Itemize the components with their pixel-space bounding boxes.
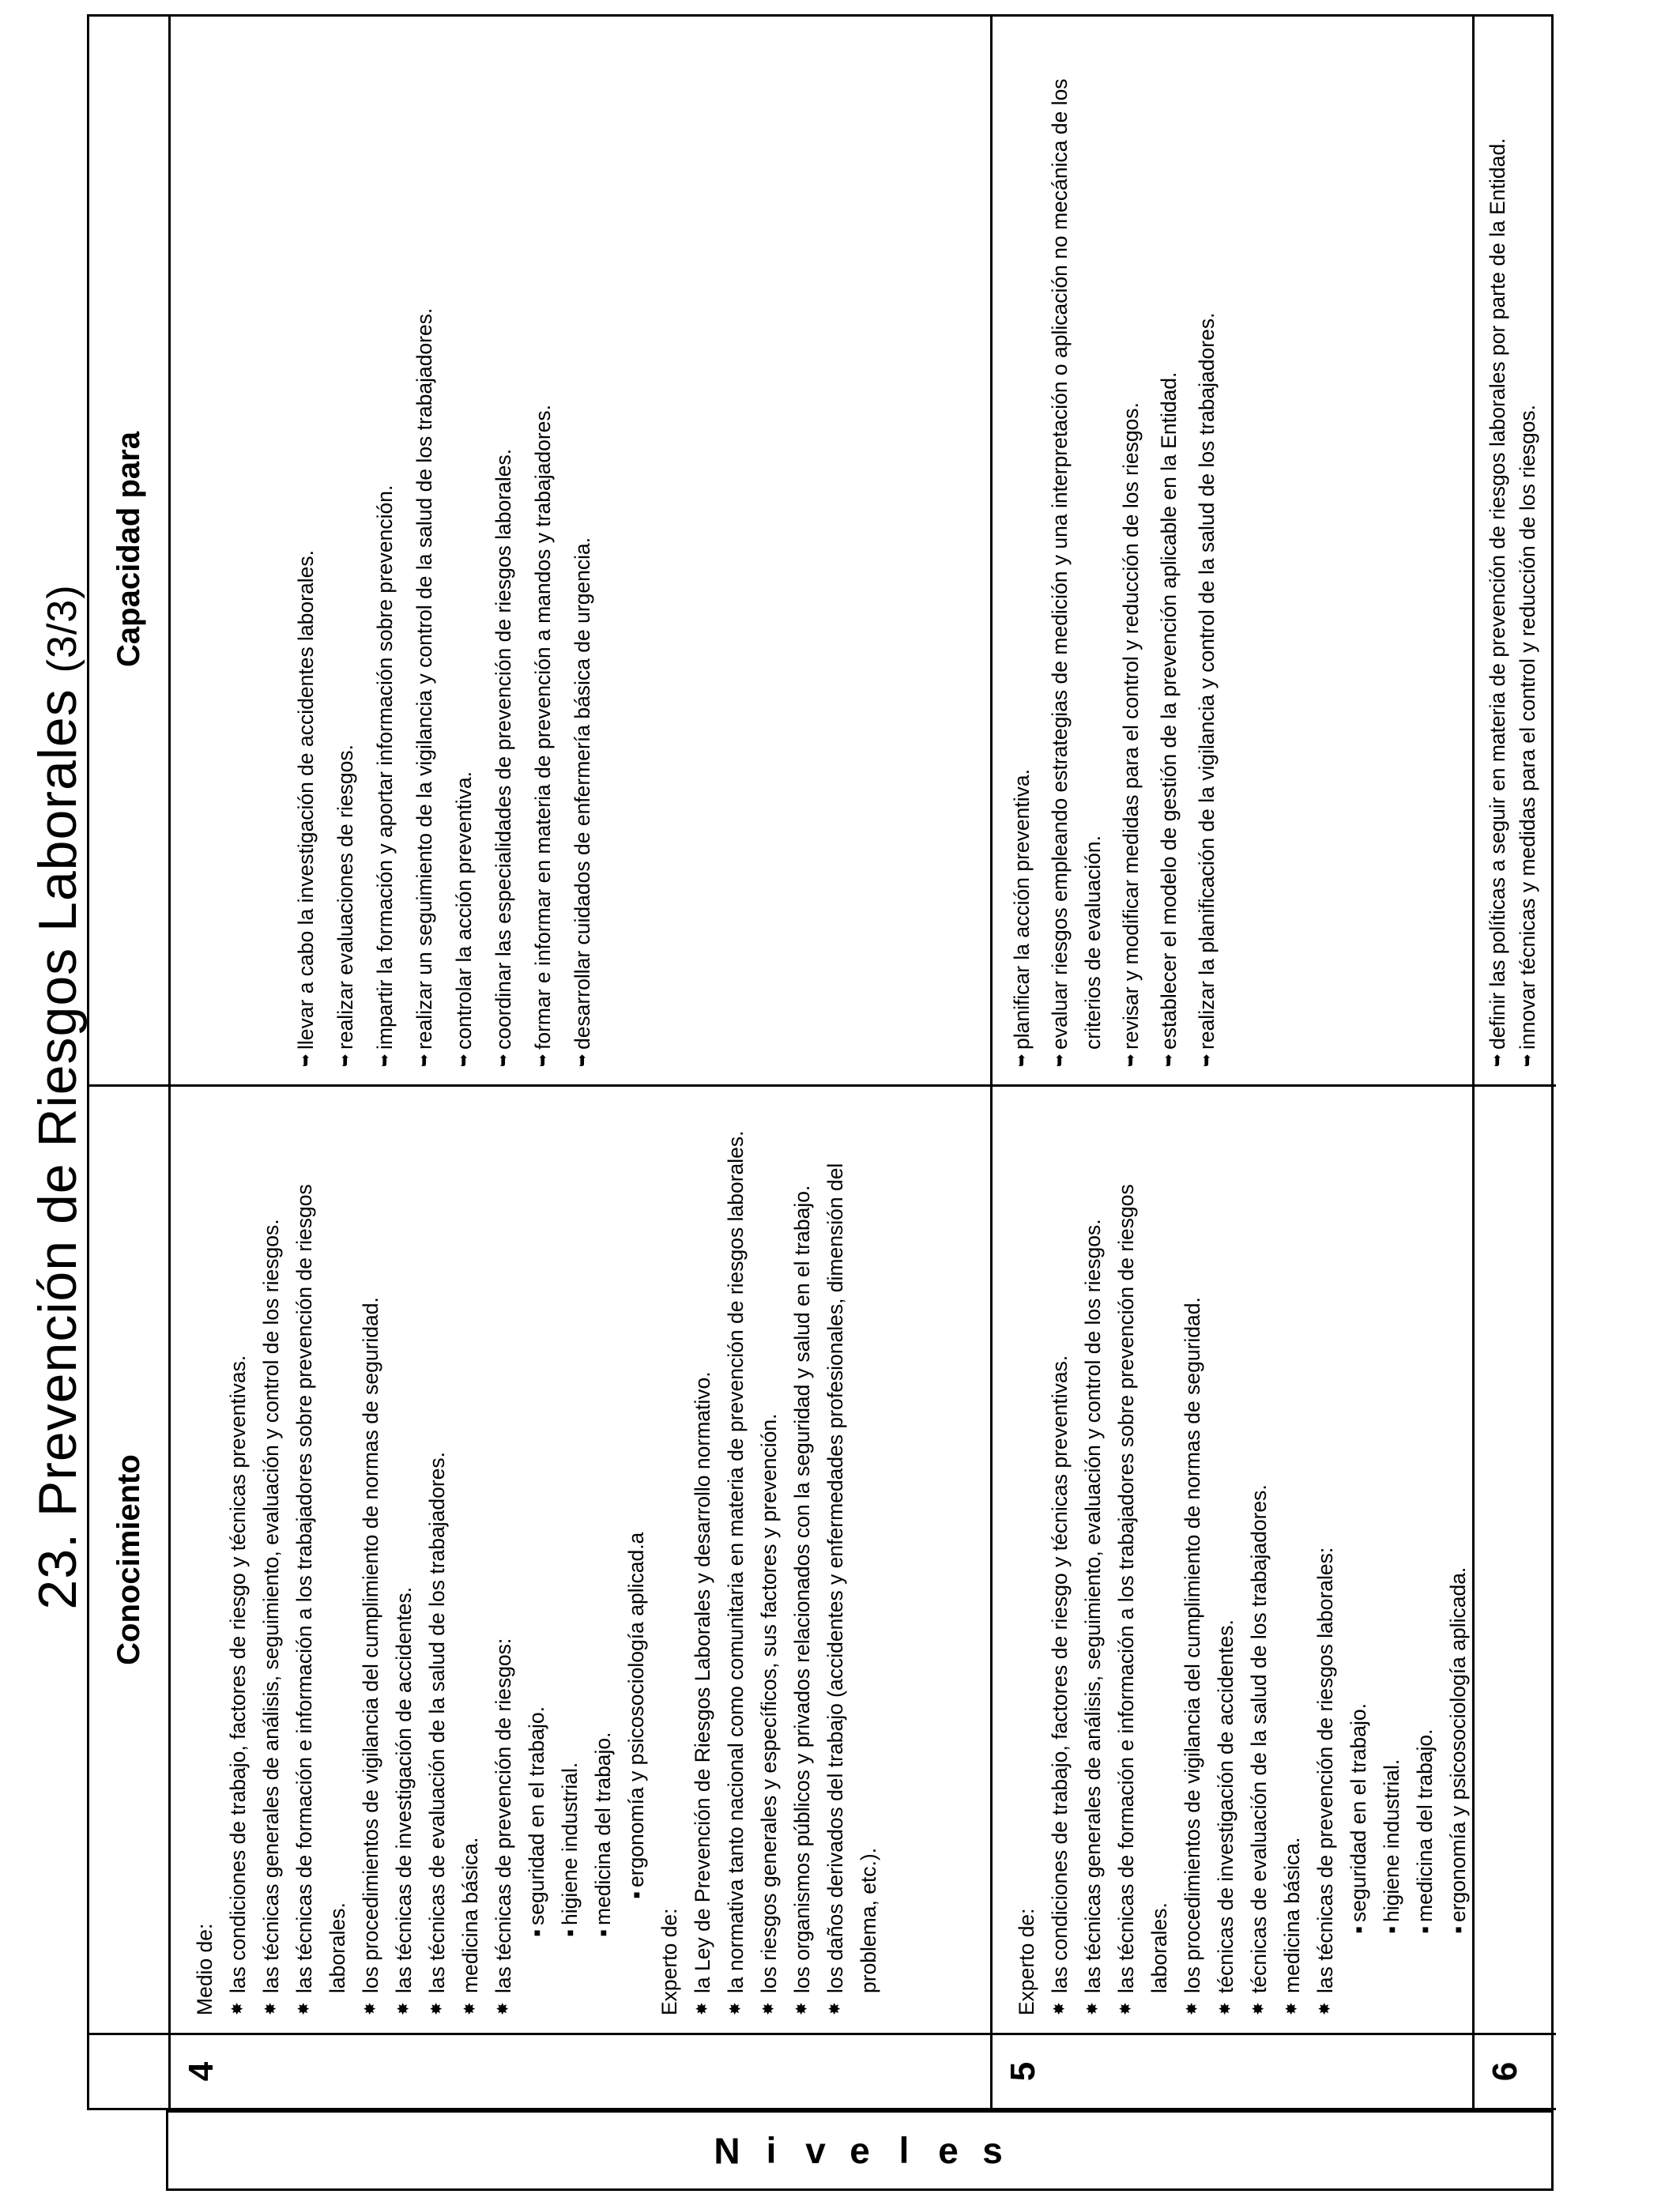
sub-item: ■ seguridad en el trabajo. (1342, 1098, 1375, 1933)
sub-item: ■ ergonomía y psicosociología aplicada. (1441, 1098, 1475, 1933)
list-item: ➥ realizar un seguimiento de la vigilancia y control de la salud de los trabajadores. (408, 25, 441, 1067)
list-item: ➥ realizar evaluaciones de riesgos. (329, 25, 362, 1067)
capacidad-cell (168, 14, 990, 1087)
list-item: ✸ las técnicas de prevención de riesgos laborales: (1309, 1098, 1342, 2015)
conocimiento-cell (990, 1087, 1472, 2035)
list-item: ➥ revisar y modificar medidas para el control y reducción de los riesgos. (1114, 25, 1147, 1067)
header-conocimiento: Conocimiento (89, 1087, 168, 2035)
sub-item: ■ medicina del trabajo. (586, 1098, 620, 1936)
conocimiento-cell (168, 1087, 990, 2035)
list-item: ✸ técnicas de evaluación de la salud de los trabajadores. (1242, 1098, 1275, 2015)
list-item: ✸ medicina básica. (454, 1098, 487, 2015)
page-title (27, 0, 89, 2194)
list-item: ✸ los organismos públicos y privados relacionados con la seguridad y salud en el trabajo. (785, 1098, 819, 2015)
list-item: ✸ los procedimientos de vigilancia del cumplimiento de normas de seguridad. (1176, 1098, 1209, 2015)
header-capacidad: Capacidad para (89, 14, 168, 1087)
sub-item: ■ seguridad en el trabajo. (520, 1098, 553, 1936)
sub-item: ■ higiene industrial. (553, 1098, 586, 1936)
niveles-letter: e (849, 2130, 870, 2171)
title-suffix: (3/3) (40, 584, 85, 673)
capacidad-cell (1472, 14, 1556, 1087)
list-item: ➥ llevar a cabo la investigación de accidentes laborales. (289, 25, 322, 1067)
niveles-letter: i (766, 2130, 777, 2171)
list-item: ✸ las condiciones de trabajo, factores de riesgo y técnicas preventivas. (221, 1098, 254, 2015)
level-number: 6 (1472, 2035, 1556, 2110)
list-item: ➥ formar e informar en materia de prevención a mandos y trabajadores. (526, 25, 559, 1067)
niveles-letter: v (805, 2130, 826, 2171)
level-number: 5 (990, 2035, 1472, 2110)
list-item: ➥ controlar la acción preventiva. (447, 25, 480, 1067)
list-item: ✸ medicina básica. (1275, 1098, 1309, 2015)
niveles-letter: N (714, 2130, 740, 2172)
list-item: ➥ planificar la acción preventiva. (1005, 25, 1038, 1067)
sub-item: ■ ergonomía y psicosociología aplicad.a (620, 1098, 653, 1898)
list-item: ✸ las técnicas de evaluación de la salud de los trabajadores. (420, 1098, 454, 2015)
level-number: 4 (168, 2035, 990, 2110)
list-item: ➥ establecer el modelo de gestión de la prevención aplicable en la Entidad. (1152, 25, 1185, 1067)
list-item: ✸ los riesgos generales y específicos, sus factores y prevención. (752, 1098, 785, 2015)
conocimiento-cell (1472, 1087, 1556, 2035)
list-item: ✸ técnicas de investigación de accidentes. (1209, 1098, 1242, 2015)
list-item: ✸ las técnicas de investigación de accidentes. (387, 1098, 420, 2015)
list-item: ✸ los daños derivados del trabajo (accidentes y enfermedades profesionales, dimensión del problema, etc.). (819, 1098, 885, 2015)
list-item: ➥ realizar la planificación de la vigilancia y control de la salud de los trabajadores. (1190, 25, 1223, 1067)
list-item: ✸ las técnicas generales de análisis, seguimiento, evaluación y control de los riesgos. (1076, 1098, 1109, 2015)
header-level-blank (89, 2035, 168, 2110)
list-item: ➥ desarrollar cuidados de enfermería básica de urgencia. (566, 25, 599, 1067)
niveles-letter: l (898, 2130, 910, 2171)
list-item: ✸ las técnicas de formación e información a los trabajadores sobre prevención de riesgos laborales. (1109, 1098, 1176, 2015)
list-item: ✸ las técnicas generales de análisis, seguimiento, evaluación y control de los riesgos. (254, 1098, 288, 2015)
capacidad-cell (990, 14, 1472, 1087)
list-item: ➥ coordinar las especialidades de prevención de riesgos laborales. (487, 25, 520, 1067)
section-heading: Medio de: (193, 1923, 217, 2015)
niveles-letter: e (938, 2130, 959, 2171)
list-item: ➥ definir las políticas a seguir en materia de prevención de riesgos laborales por parte de la Entidad. (1486, 25, 1509, 1067)
list-item: ✸ la Ley de Prevención de Riesgos Laborales y desarrollo normativo. (686, 1098, 719, 2015)
competency-table (87, 14, 1554, 2110)
section-heading: Experto de: (657, 1908, 681, 2015)
niveles-label-column (166, 2110, 1554, 2191)
sub-item: ■ higiene industrial. (1375, 1098, 1408, 1933)
section-heading: Experto de: (1015, 1908, 1038, 2015)
list-item: ✸ la normativa tanto nacional como comunitaria en materia de prevención de riesgos laborales. (719, 1098, 752, 2015)
list-item: ✸ las técnicas de formación e información a los trabajadores sobre prevención de riesgos laborales. (288, 1098, 354, 2015)
list-item: ✸ las técnicas de prevención de riesgos: (487, 1098, 520, 2015)
niveles-letter: s (982, 2130, 1003, 2171)
title-main: 23. Prevención de Riesgos Laborales (28, 688, 88, 1610)
sub-item: ■ medicina del trabajo. (1408, 1098, 1441, 1933)
list-item: ✸ las condiciones de trabajo, factores de riesgo y técnicas preventivas. (1043, 1098, 1076, 2015)
list-item: ➥ impartir la formación y aportar información sobre prevención. (368, 25, 401, 1067)
list-item: ➥ evaluar riesgos empleando estrategias de medición y una interpretación o aplicación no mecánica de los criterios de evaluación. (1043, 25, 1109, 1067)
list-item: ✸ los procedimientos de vigilancia del cumplimiento de normas de seguridad. (354, 1098, 387, 2015)
list-item: ➥ innovar técnicas y medidas para el control y reducción de los riesgos. (1516, 25, 1539, 1067)
